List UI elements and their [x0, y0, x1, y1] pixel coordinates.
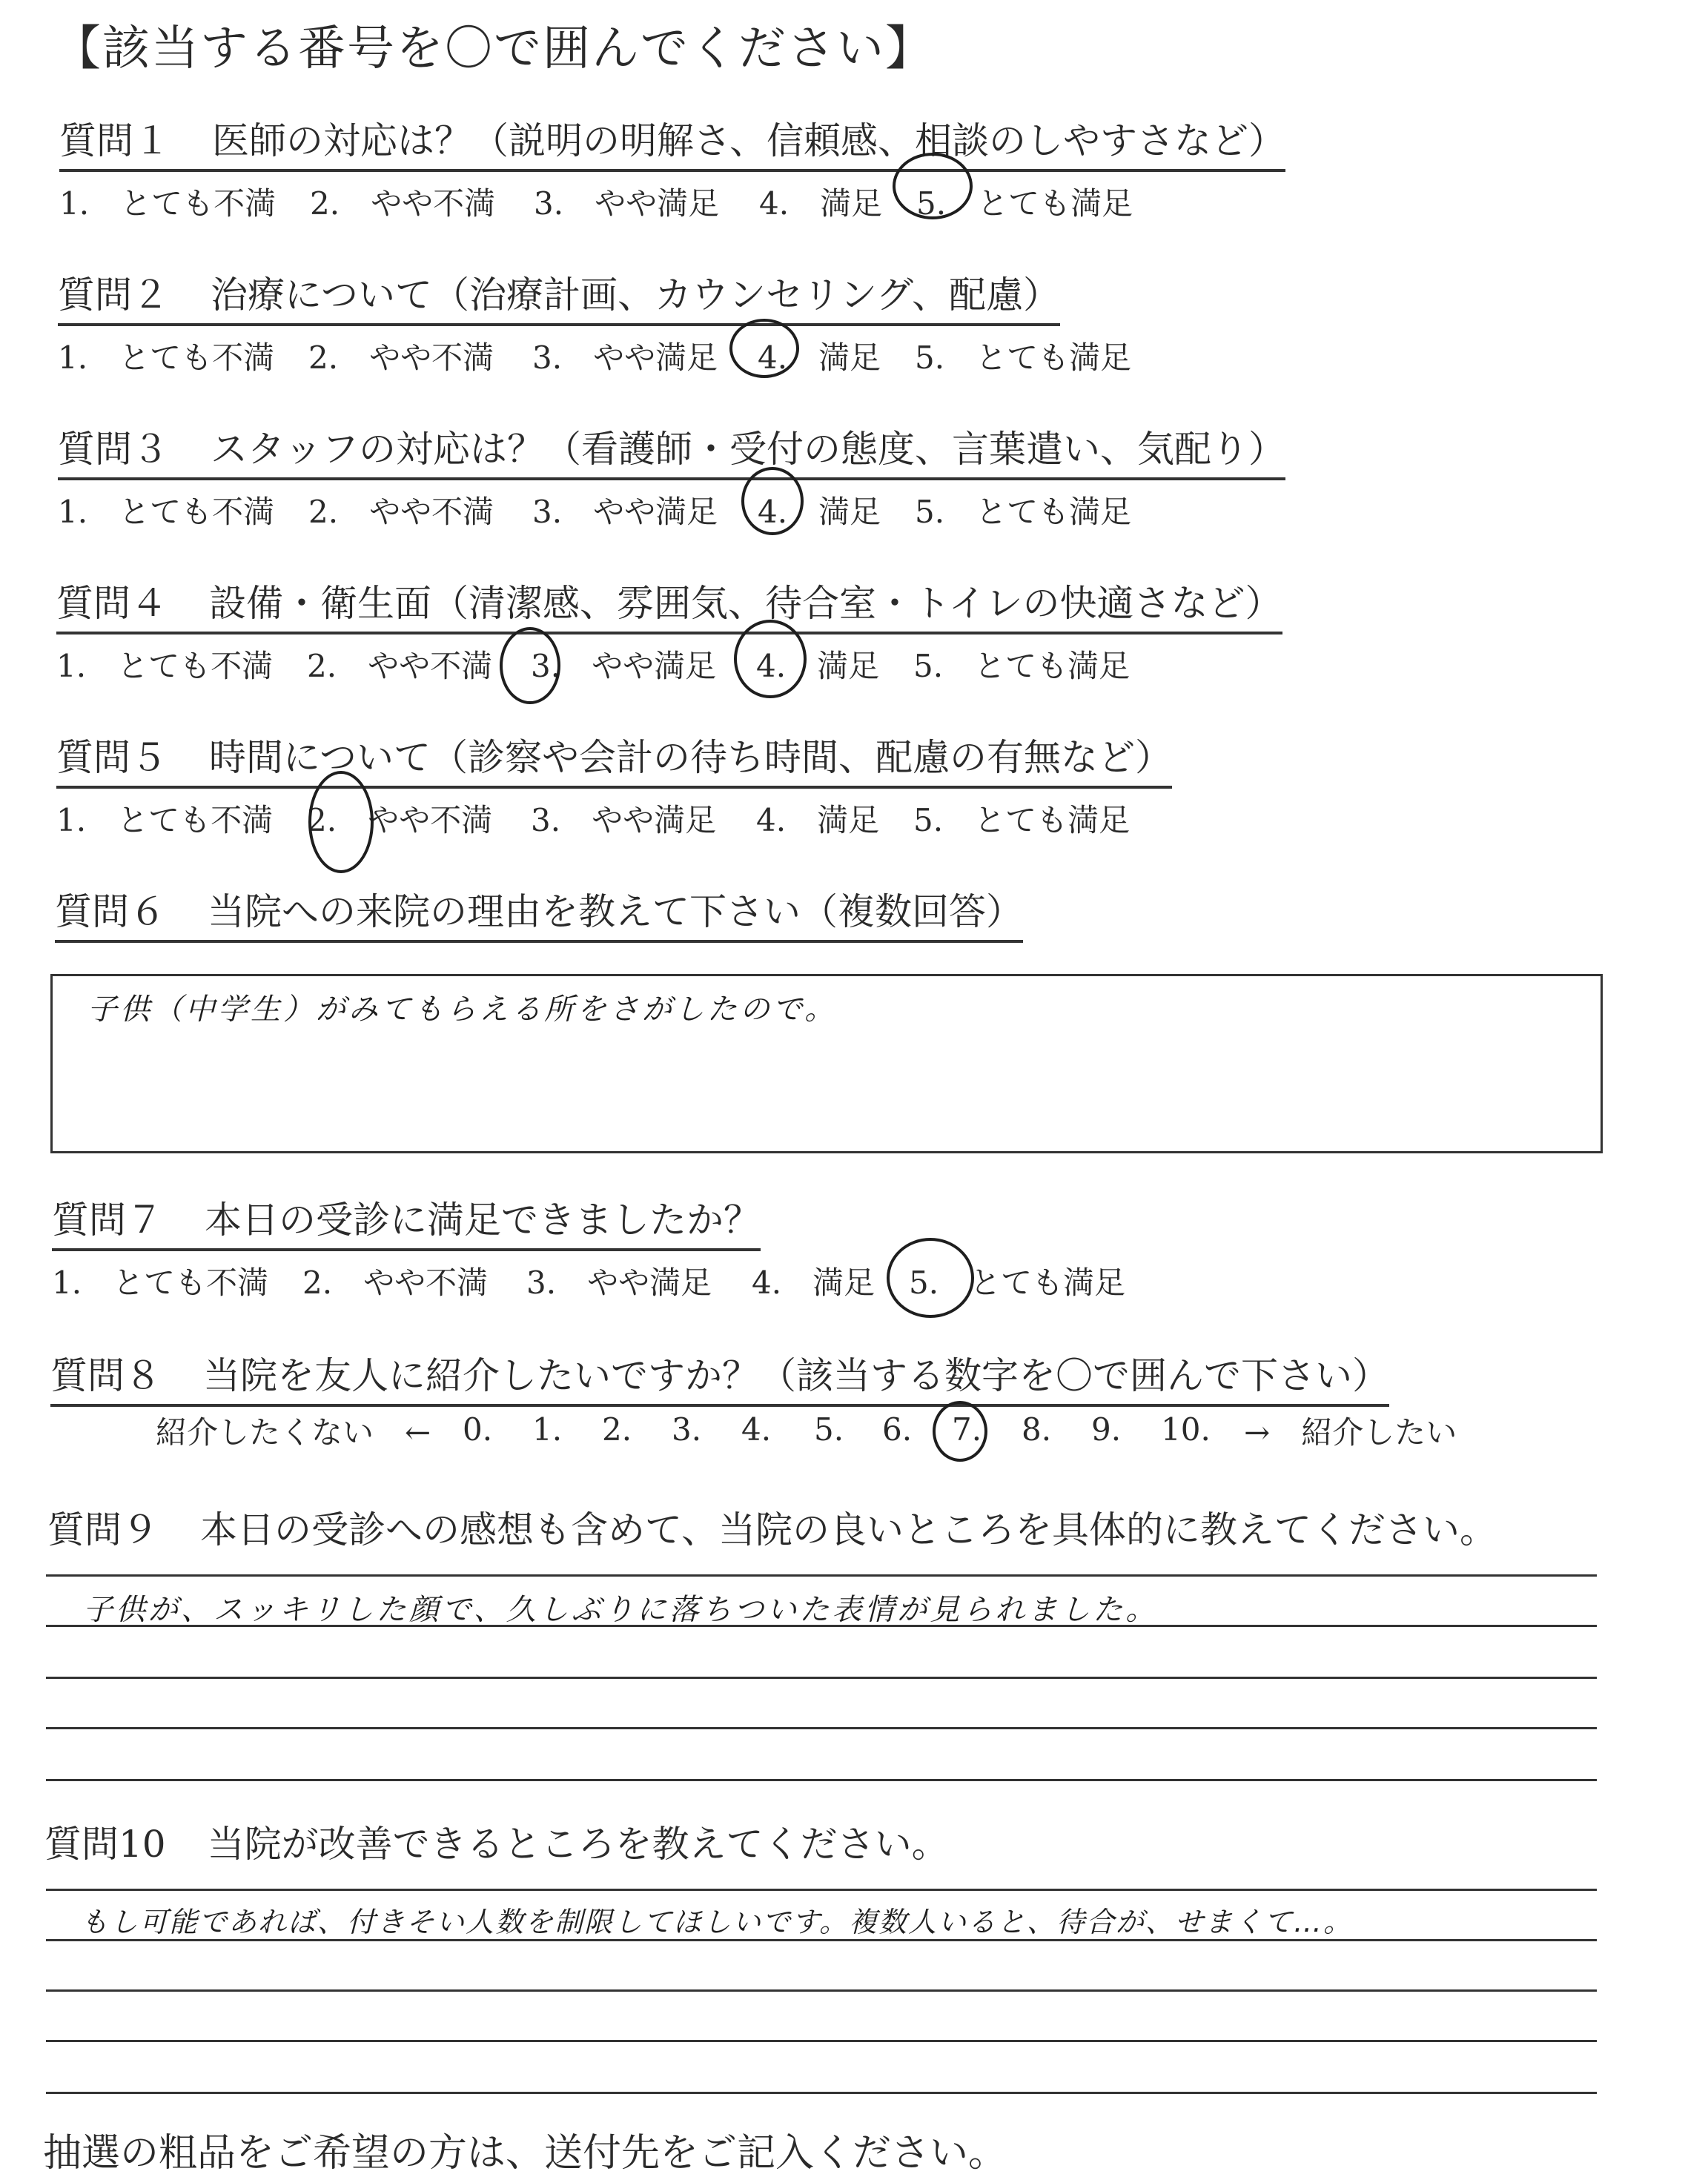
q8-circle-mark [933, 1401, 987, 1462]
question-1-label: 質問１ [59, 119, 171, 162]
q7-circle-mark [887, 1238, 974, 1318]
question-6 [55, 882, 1023, 943]
q8-num-5[interactable]: 5. [814, 1411, 844, 1448]
question-7-label: 質問７ [52, 1199, 163, 1242]
question-9-title [47, 1500, 1497, 1558]
question-6-label: 質問６ [55, 890, 166, 933]
question-8-title [50, 1346, 1389, 1407]
q5-option-1[interactable]: 1. とても不満 [56, 802, 274, 838]
q8-num-7[interactable]: 7. [952, 1411, 982, 1448]
question-9-label: 質問９ [47, 1508, 159, 1551]
q1-option-5[interactable]: 5. とても満足 [916, 185, 1133, 222]
question-3-title [58, 420, 1285, 480]
q10-answer-line-1[interactable] [46, 1889, 1597, 1891]
question-9-answer: 子供が、スッキリした顔で、久しぶりに落ちついた表情が見られました。 [83, 1593, 1159, 1627]
q5-option-2[interactable]: 2. やや不満 [307, 802, 493, 838]
q2-option-4[interactable]: 4. 満足 [758, 339, 881, 376]
question-4 [56, 574, 1282, 684]
q2-option-1[interactable]: 1. とても不満 [58, 339, 275, 376]
q8-scale-right-label: → 紹介したい [1244, 1414, 1457, 1451]
q3-option-3[interactable]: 3. やや満足 [532, 494, 718, 530]
q8-num-10[interactable]: 10. [1161, 1411, 1211, 1448]
question-4-text: 設備・衛生面（清潔感、雰囲気、待合室・トイレの快適さなど） [209, 582, 1282, 625]
q8-num-6[interactable]: 6. [882, 1411, 913, 1448]
question-10 [44, 1815, 949, 1872]
question-10-answer: もし可能であれば、付きそい人数を制限してほしいです。複数人いると、待合が、せまくて…。 [80, 1906, 1353, 1938]
footer-text: 抽選の粗品をご希望の方は、送付先をご記入ください。 [43, 2131, 1007, 2176]
q4-option-2[interactable]: 2. やや不満 [307, 648, 493, 684]
q3-option-5[interactable]: 5. とても満足 [915, 494, 1132, 530]
question-5-label: 質問５ [56, 736, 168, 779]
question-2-text: 治療について（治療計画、カウンセリング、配慮） [211, 274, 1060, 317]
q3-circle-mark [741, 467, 804, 535]
question-7-text: 本日の受診に満足できましたか？ [205, 1199, 761, 1242]
question-6-text: 当院への来院の理由を教えて下さい（複数回答） [208, 890, 1023, 933]
question-9 [47, 1500, 1497, 1558]
q5-option-3[interactable]: 3. やや満足 [531, 802, 717, 838]
q5-option-4[interactable]: 4. 満足 [756, 802, 880, 838]
q5-option-5[interactable]: 5. とても満足 [913, 802, 1131, 838]
question-3-label: 質問３ [58, 428, 169, 471]
q2-option-5[interactable]: 5. とても満足 [915, 339, 1132, 376]
q8-num-1[interactable]: 1. [532, 1411, 563, 1448]
question-4-label: 質問４ [56, 582, 168, 625]
q8-num-4[interactable]: 4. [741, 1411, 772, 1448]
q3-option-2[interactable]: 2. やや不満 [308, 494, 494, 530]
q4-circle-mark-3 [500, 627, 560, 704]
q8-num-2[interactable]: 2. [602, 1411, 632, 1448]
question-9-text: 本日の受診への感想も含めて、当院の良いところを具体的に教えてください。 [200, 1508, 1497, 1551]
q8-scale-left-label: 紹介したくない ← [156, 1414, 431, 1451]
question-2 [58, 265, 1132, 376]
q1-option-1[interactable]: 1. とても不満 [59, 185, 277, 222]
q10-answer-line-3[interactable] [46, 1989, 1597, 1992]
q1-option-3[interactable]: 3. やや満足 [534, 185, 720, 222]
instruction-heading: 【該当する番号を〇で囲んでください】 [53, 21, 934, 76]
q9-answer-line-3[interactable] [46, 1677, 1597, 1679]
question-5-text: 時間について（診察や会計の待ち時間、配慮の有無など） [209, 736, 1172, 779]
question-10-title [44, 1815, 949, 1872]
q7-option-4[interactable]: 4. 満足 [752, 1265, 875, 1301]
question-7-title [52, 1190, 761, 1251]
q8-num-9[interactable]: 9. [1091, 1411, 1122, 1448]
q2-option-3[interactable]: 3. やや満足 [532, 339, 718, 376]
question-3 [58, 420, 1285, 530]
q2-circle-mark [729, 319, 799, 378]
q7-option-2[interactable]: 2. やや不満 [302, 1265, 489, 1301]
question-3-text: スタッフの対応は？（看護師・受付の態度、言葉遣い、気配り） [211, 428, 1285, 471]
q3-option-1[interactable]: 1. とても不満 [58, 494, 275, 530]
question-8-label: 質問８ [50, 1354, 162, 1397]
q9-answer-line-5[interactable] [46, 1779, 1597, 1781]
question-5-title [56, 728, 1172, 789]
q4-option-4[interactable]: 4. 満足 [756, 648, 880, 684]
q1-circle-mark [893, 153, 973, 219]
q5-circle-mark [308, 771, 374, 873]
q8-num-3[interactable]: 3. [672, 1411, 702, 1448]
question-5 [56, 728, 1172, 838]
question-2-title [58, 265, 1060, 326]
q10-answer-line-5[interactable] [46, 2092, 1597, 2094]
question-1-title [59, 111, 1285, 172]
q9-answer-line-4[interactable] [46, 1727, 1597, 1729]
q2-option-2[interactable]: 2. やや不満 [308, 339, 494, 376]
q4-circle-mark-4 [734, 620, 807, 698]
q9-answer-line-1[interactable] [46, 1574, 1597, 1577]
question-4-title [56, 574, 1282, 634]
question-8-text: 当院を友人に紹介したいですか？（該当する数字を〇で囲んで下さい） [203, 1354, 1389, 1397]
question-7 [52, 1190, 1126, 1301]
q4-option-3[interactable]: 3. やや満足 [531, 648, 717, 684]
q4-option-5[interactable]: 5. とても満足 [913, 648, 1131, 684]
question-10-label: 質問10 [44, 1823, 166, 1866]
q1-option-2[interactable]: 2. やや不満 [310, 185, 496, 222]
question-10-text: 当院が改善できるところを教えてください。 [207, 1823, 949, 1866]
q1-option-4[interactable]: 4. 満足 [759, 185, 883, 222]
q4-option-1[interactable]: 1. とても不満 [56, 648, 274, 684]
question-6-answer: 子供（中学生）がみてもらえる所をさがしたので。 [87, 993, 838, 1027]
q7-option-1[interactable]: 1. とても不満 [52, 1265, 269, 1301]
q8-num-0[interactable]: 0. [463, 1411, 493, 1448]
q7-option-3[interactable]: 3. やや満足 [526, 1265, 712, 1301]
q10-answer-line-4[interactable] [46, 2040, 1597, 2042]
q7-option-5[interactable]: 5. とても満足 [909, 1265, 1126, 1301]
question-1 [59, 111, 1285, 222]
question-1-text: 医師の対応は？（説明の明解さ、信頼感、相談のしやすさなど） [212, 119, 1285, 162]
question-8 [50, 1346, 1389, 1407]
q3-option-4[interactable]: 4. 満足 [758, 494, 881, 530]
question-6-title [55, 882, 1023, 943]
question-2-label: 質問２ [58, 274, 169, 317]
q8-num-8[interactable]: 8. [1022, 1411, 1052, 1448]
